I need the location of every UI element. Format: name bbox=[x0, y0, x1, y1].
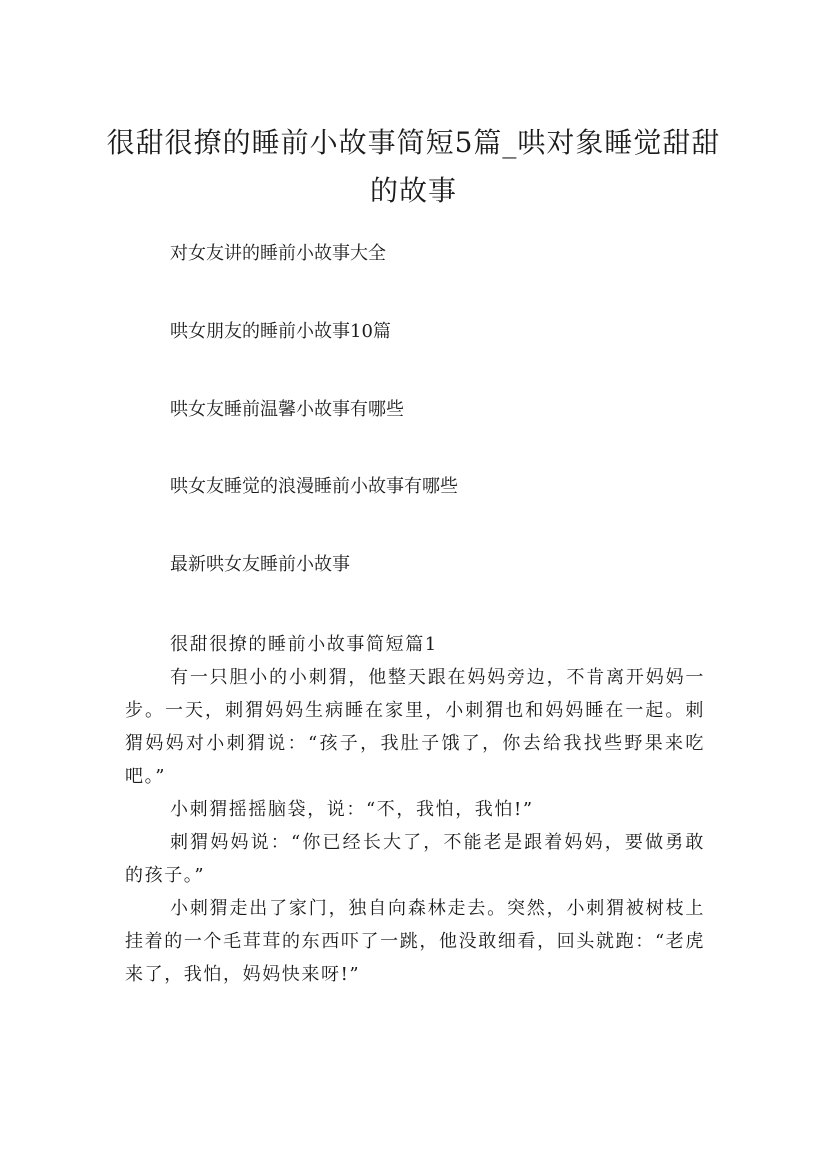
section-heading: 很甜很撩的睡前小故事简短篇1 bbox=[170, 634, 438, 655]
toc-item-4: 哄女友睡觉的浪漫睡前小故事有哪些 bbox=[170, 476, 458, 497]
paragraph: 小刺猬走出了家门，独自向森林走去。突然，小刺猬被树枝上挂着的一个毛茸茸的东西吓了一跳，他没敢细看，回头就跑：“老虎来了，我怕，妈妈快来呀!” bbox=[125, 898, 705, 985]
toc-item-5: 最新哄女友睡前小故事 bbox=[170, 554, 350, 575]
paragraph: 小刺猬摇摇脑袋，说：“不，我怕，我怕!” bbox=[170, 799, 534, 820]
paragraph: 刺猬妈妈说：“你已经长大了，不能老是跟着妈妈，要做勇敢的孩子。” bbox=[125, 832, 705, 886]
paragraph: 有一只胆小的小刺猬，他整天跟在妈妈旁边，不肯离开妈妈一步。一天，刺猬妈妈生病睡在家里，小刺猬也和妈妈睡在一起。刺猬妈妈对小刺猬说：“孩子，我肚子饿了，你去给我找些野果来吃吧。” bbox=[125, 667, 705, 787]
toc-item-1: 对女友讲的睡前小故事大全 bbox=[170, 243, 386, 264]
toc-item-3: 哄女友睡前温馨小故事有哪些 bbox=[170, 399, 404, 420]
article-body bbox=[125, 628, 705, 991]
toc-item-2: 哄女朋友的睡前小故事10篇 bbox=[170, 321, 391, 342]
document-title: 很甜很撩的睡前小故事简短5篇_哄对象睡觉甜甜的故事 bbox=[106, 125, 721, 207]
